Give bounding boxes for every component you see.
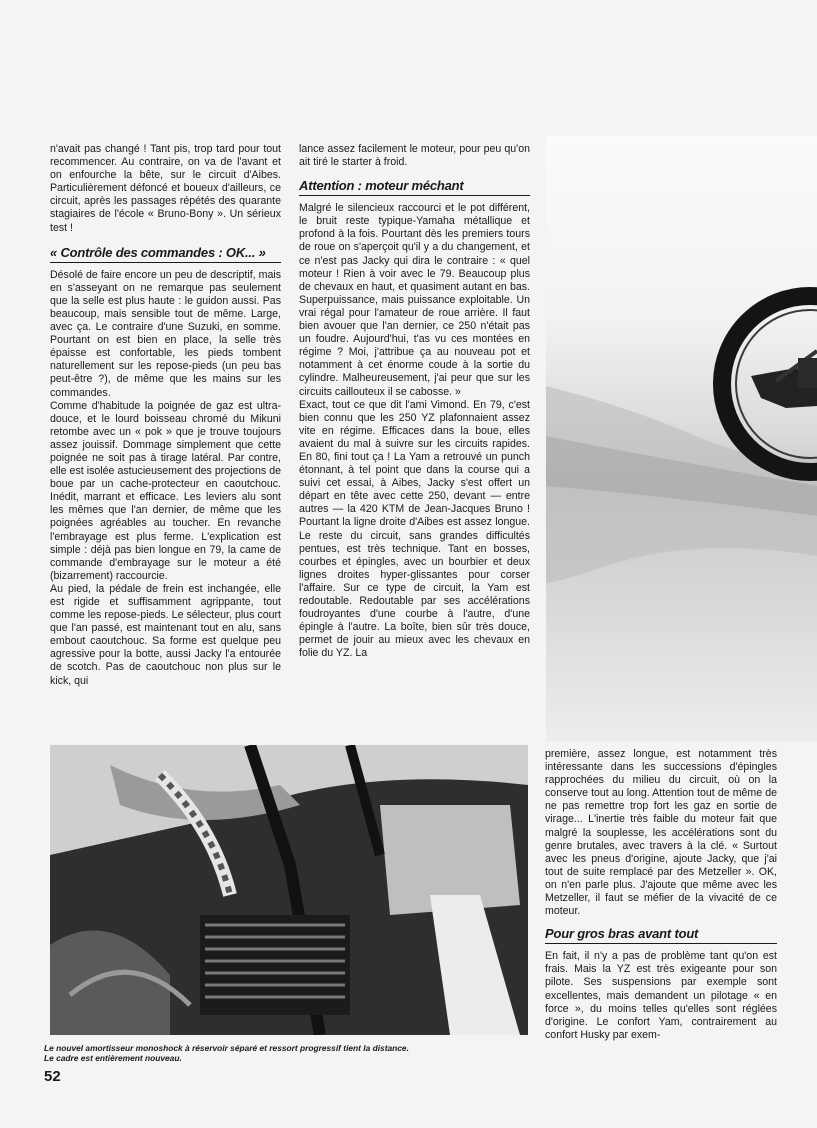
paragraph: Au pied, la pédale de frein est inchangée, elle est rigide et suffisamment agrippante, tout comme les repose-pieds. Le sélecteur, plus court que l'an passé, est maintenant tout en alu, sans embout caoutchouc. Sa forme est quelque peu agressive pour la botte, aussi Jacky l'a entourée de scotch. Pas de caoutchouc non plus sur le kick, qui xyxy=(50,582,281,687)
section-heading: « Contrôle des commandes : OK... » xyxy=(50,245,281,263)
photo-caption xyxy=(44,1043,484,1063)
paragraph: n'avait pas changé ! Tant pis, trop tard pour tout recommencer. Au contraire, on va de l'avant et on enfourche la bête, sur le circuit d'Aibes. Particulièrement défoncé et boueux d'ailleurs, ce circuit, après les passages répétés des quarante stagiaires de l'école « Bruno-Bony ». Un sérieux test ! xyxy=(50,143,281,234)
paragraph: première, assez longue, est notamment très intéressante dans les successions d'épingles rapprochées du milieu du circuit, où on la conserve tout au long. Attention tout de même de ne pas remettre trop fort les gaz en sortie de virage... L'inertie très faible du moteur fait que malgré la souplesse, les accélérations sont du genre brutales, avec travers à la clé. « Surtout avec les pneus d'origine, ajoute Jacky, que j'ai tout de suite remplacé par des Metzeller ». OK, on n'en parle plus. J'ajoute que même avec les Metzeller, il faut se méfier de la vivacité de ce moteur. xyxy=(545,748,777,918)
engine-closeup-illustration xyxy=(50,745,528,1035)
frame-suspension-photo xyxy=(50,745,528,1035)
page-number: 52 xyxy=(44,1068,61,1085)
paragraph: Malgré le silencieux raccourci et le pot différent, le bruit reste typique-Yamaha métallique et profond à la fois. Pourtant dès les premiers tours de roue on s'aperçoit qu'il y a du changement, et ce n'est pas Jacky qui dira le contraire : « quel moteur ! Rien à voir avec le 79. Beaucoup plus de chevaux en haut, et quasiment autant en bas. Superpuissance, mais puissance exploitable. Un vrai régal pour l'amateur de roue arrière. Il faut bien avouer que l'an dernier, ce 250 n'était pas un foudre. Aujourd'hui, t'as vu ces montées en régime ? Moi, j'attribue ça au nouveau pot et notamment à cet énorme coude à la sortie du cylindre. Malheureusement, j'ai peur que sur les circuits caillouteux il se cabosse. » xyxy=(299,202,530,398)
paragraph: Comme d'habitude la poignée de gaz est ultra-douce, et le lourd boisseau chromé du Mikuni retombe avec un « pok » que je trouve toujours assez jouissif. Dommage simplement que cette poignée ne soit pas à tirage latéral. Par contre, elle est isolée astucieusement des projections de boue par un cache-protecteur en caoutchouc. Inédit, marrant et efficace. Les leviers alu sont les mêmes que l'an dernier, de même que les poignées agréables au toucher. En revanche l'embrayage est plus ferme. L'explication est simple : déjà pas bien longue en 79, la came de commande d'embrayage sur le moteur a été (bizarrement) raccourcie. xyxy=(50,399,281,582)
paragraph: lance assez facilement le moteur, pour peu qu'on ait tiré le starter à froid. xyxy=(299,143,530,169)
motocross-jump-photo xyxy=(546,136,817,742)
section-heading: Attention : moteur méchant xyxy=(299,178,530,196)
paragraph: Exact, tout ce que dit l'ami Vimond. En 79, c'est bien connu que les 250 YZ plafonnaient assez vite en régime. Efficaces dans la boue, elles avaient du mal à suivre sur les circuits rapides. En 80, fini tout ça ! La Yam a retrouvé un punch étonnant, à tel point que dans la course qui a suivi cet essai, à Aibes, Jacky s'est offert un départ en tête avec cette 250, devant — entre autres — la 420 KTM de Jean-Jacques Bruno ! Pourtant la ligne droite d'Aibes est assez longue. Le reste du circuit, sans grandes difficultés pentues, est très technique. Tant en bosses, courbes et épingles, avec un bourbier et deux lignes droites hyper-glissantes pour corser l'affaire. Sur ce type de circuit, la Yam est redoutable. Redoutable par ses accélérations foudroyantes d'une courbe à l'autre, d'une épingle à l'autre. La boîte, bien sûr très douce, permet de jouir au mieux avec les chevaux en folie du YZ. La xyxy=(299,398,530,660)
article-column-right xyxy=(545,748,777,1042)
motorcycle-wheel-illustration xyxy=(546,136,817,742)
caption-line: Le nouvel amortisseur monoshock à réservoir séparé et ressort progressif tient la distance. xyxy=(44,1043,409,1053)
article-column-left xyxy=(50,143,281,688)
article-column-middle xyxy=(299,143,530,660)
paragraph: Désolé de faire encore un peu de descriptif, mais en s'asseyant on ne remarque pas seulement que la selle est plus haute : le guidon aussi. Pas beaucoup, mais sensible tout de même. Large, avec ça. Le contraire d'une Suzuki, en somme. Pourtant on est bien en place, la selle très épaisse est confortable, les pieds tombent naturellement sur les repose-pieds (un peu bas peut-être ?), de même que les mains sur les commandes. xyxy=(50,268,281,399)
caption-line: Le cadre est entièrement nouveau. xyxy=(44,1053,182,1063)
paragraph: En fait, il n'y a pas de problème tant qu'on est frais. Mais la YZ est très exigeante pour son pilote. Ses suspensions par exemple sont excellentes, mais demandent un pilotage « en force », du moins telles qu'elles sont réglées d'origine. Le confort Yam, contrairement au confort Husky par exem- xyxy=(545,950,777,1041)
section-heading: Pour gros bras avant tout xyxy=(545,926,777,944)
